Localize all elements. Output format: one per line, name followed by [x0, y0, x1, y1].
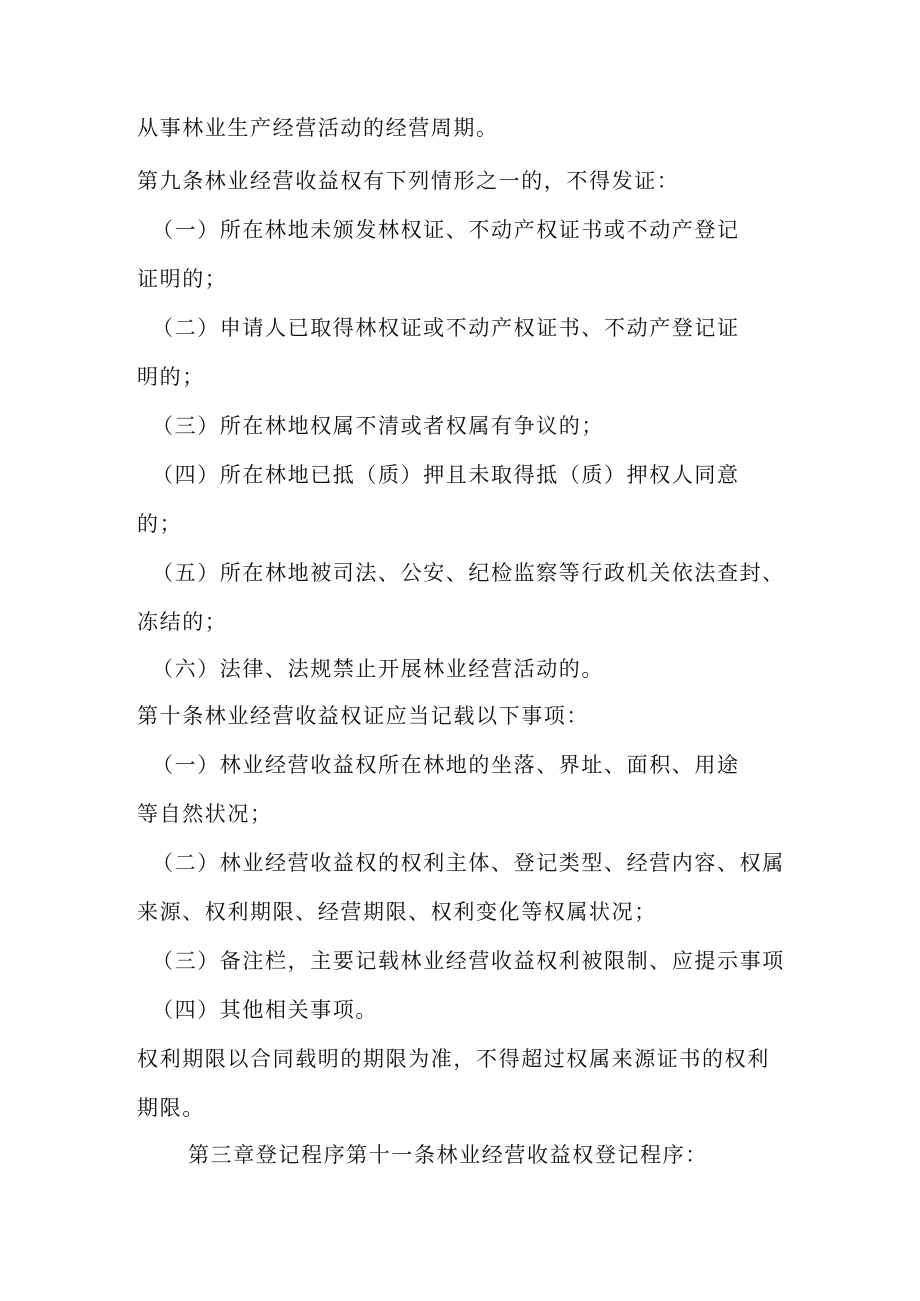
- list-item: （四）其他相关事项。: [152, 998, 378, 1022]
- list-item: （二）林业经营收益权的权利主体、登记类型、经营内容、权属: [152, 851, 785, 875]
- text-line: 的；: [137, 512, 183, 536]
- list-item: （一）林业经营收益权所在林地的坐落、界址、面积、用途: [152, 753, 740, 777]
- text-line: 明的；: [137, 365, 205, 389]
- article-10-heading: 第十条林业经营收益权证应当记载以下事项：: [137, 704, 589, 728]
- text-line: 期限。: [137, 1096, 205, 1120]
- text-line: 从事林业生产经营活动的经营周期。: [137, 116, 499, 140]
- list-item: （三）备注栏，主要记载林业经营收益权利被限制、应提示事项: [152, 949, 785, 973]
- chapter-3-heading: 第三章登记程序第十一条林业经营收益权登记程序：: [188, 1143, 708, 1167]
- list-item: （五）所在林地被司法、公安、纪检监察等行政机关依法查封、: [152, 561, 785, 585]
- text-line: 证明的；: [137, 267, 228, 291]
- list-item: （四）所在林地已抵（质）押且未取得抵（质）押权人同意: [152, 463, 740, 487]
- text-line: 等自然状况；: [137, 802, 273, 826]
- article-9-heading: 第九条林业经营收益权有下列情形之一的，不得发证：: [137, 169, 680, 193]
- list-item: （三）所在林地权属不清或者权属有争议的；: [152, 414, 604, 438]
- list-item: （一）所在林地未颁发林权证、不动产权证书或不动产登记: [152, 218, 740, 242]
- list-item: （六）法律、法规禁止开展林业经营活动的。: [152, 657, 604, 681]
- text-line: 权利期限以合同载明的期限为准，不得超过权属来源证书的权利: [137, 1047, 770, 1071]
- text-line: 来源、权利期限、经营期限、权利变化等权属状况；: [137, 900, 657, 924]
- list-item: （二）申请人已取得林权证或不动产权证书、不动产登记证: [152, 316, 740, 340]
- text-line: 冻结的；: [137, 610, 228, 634]
